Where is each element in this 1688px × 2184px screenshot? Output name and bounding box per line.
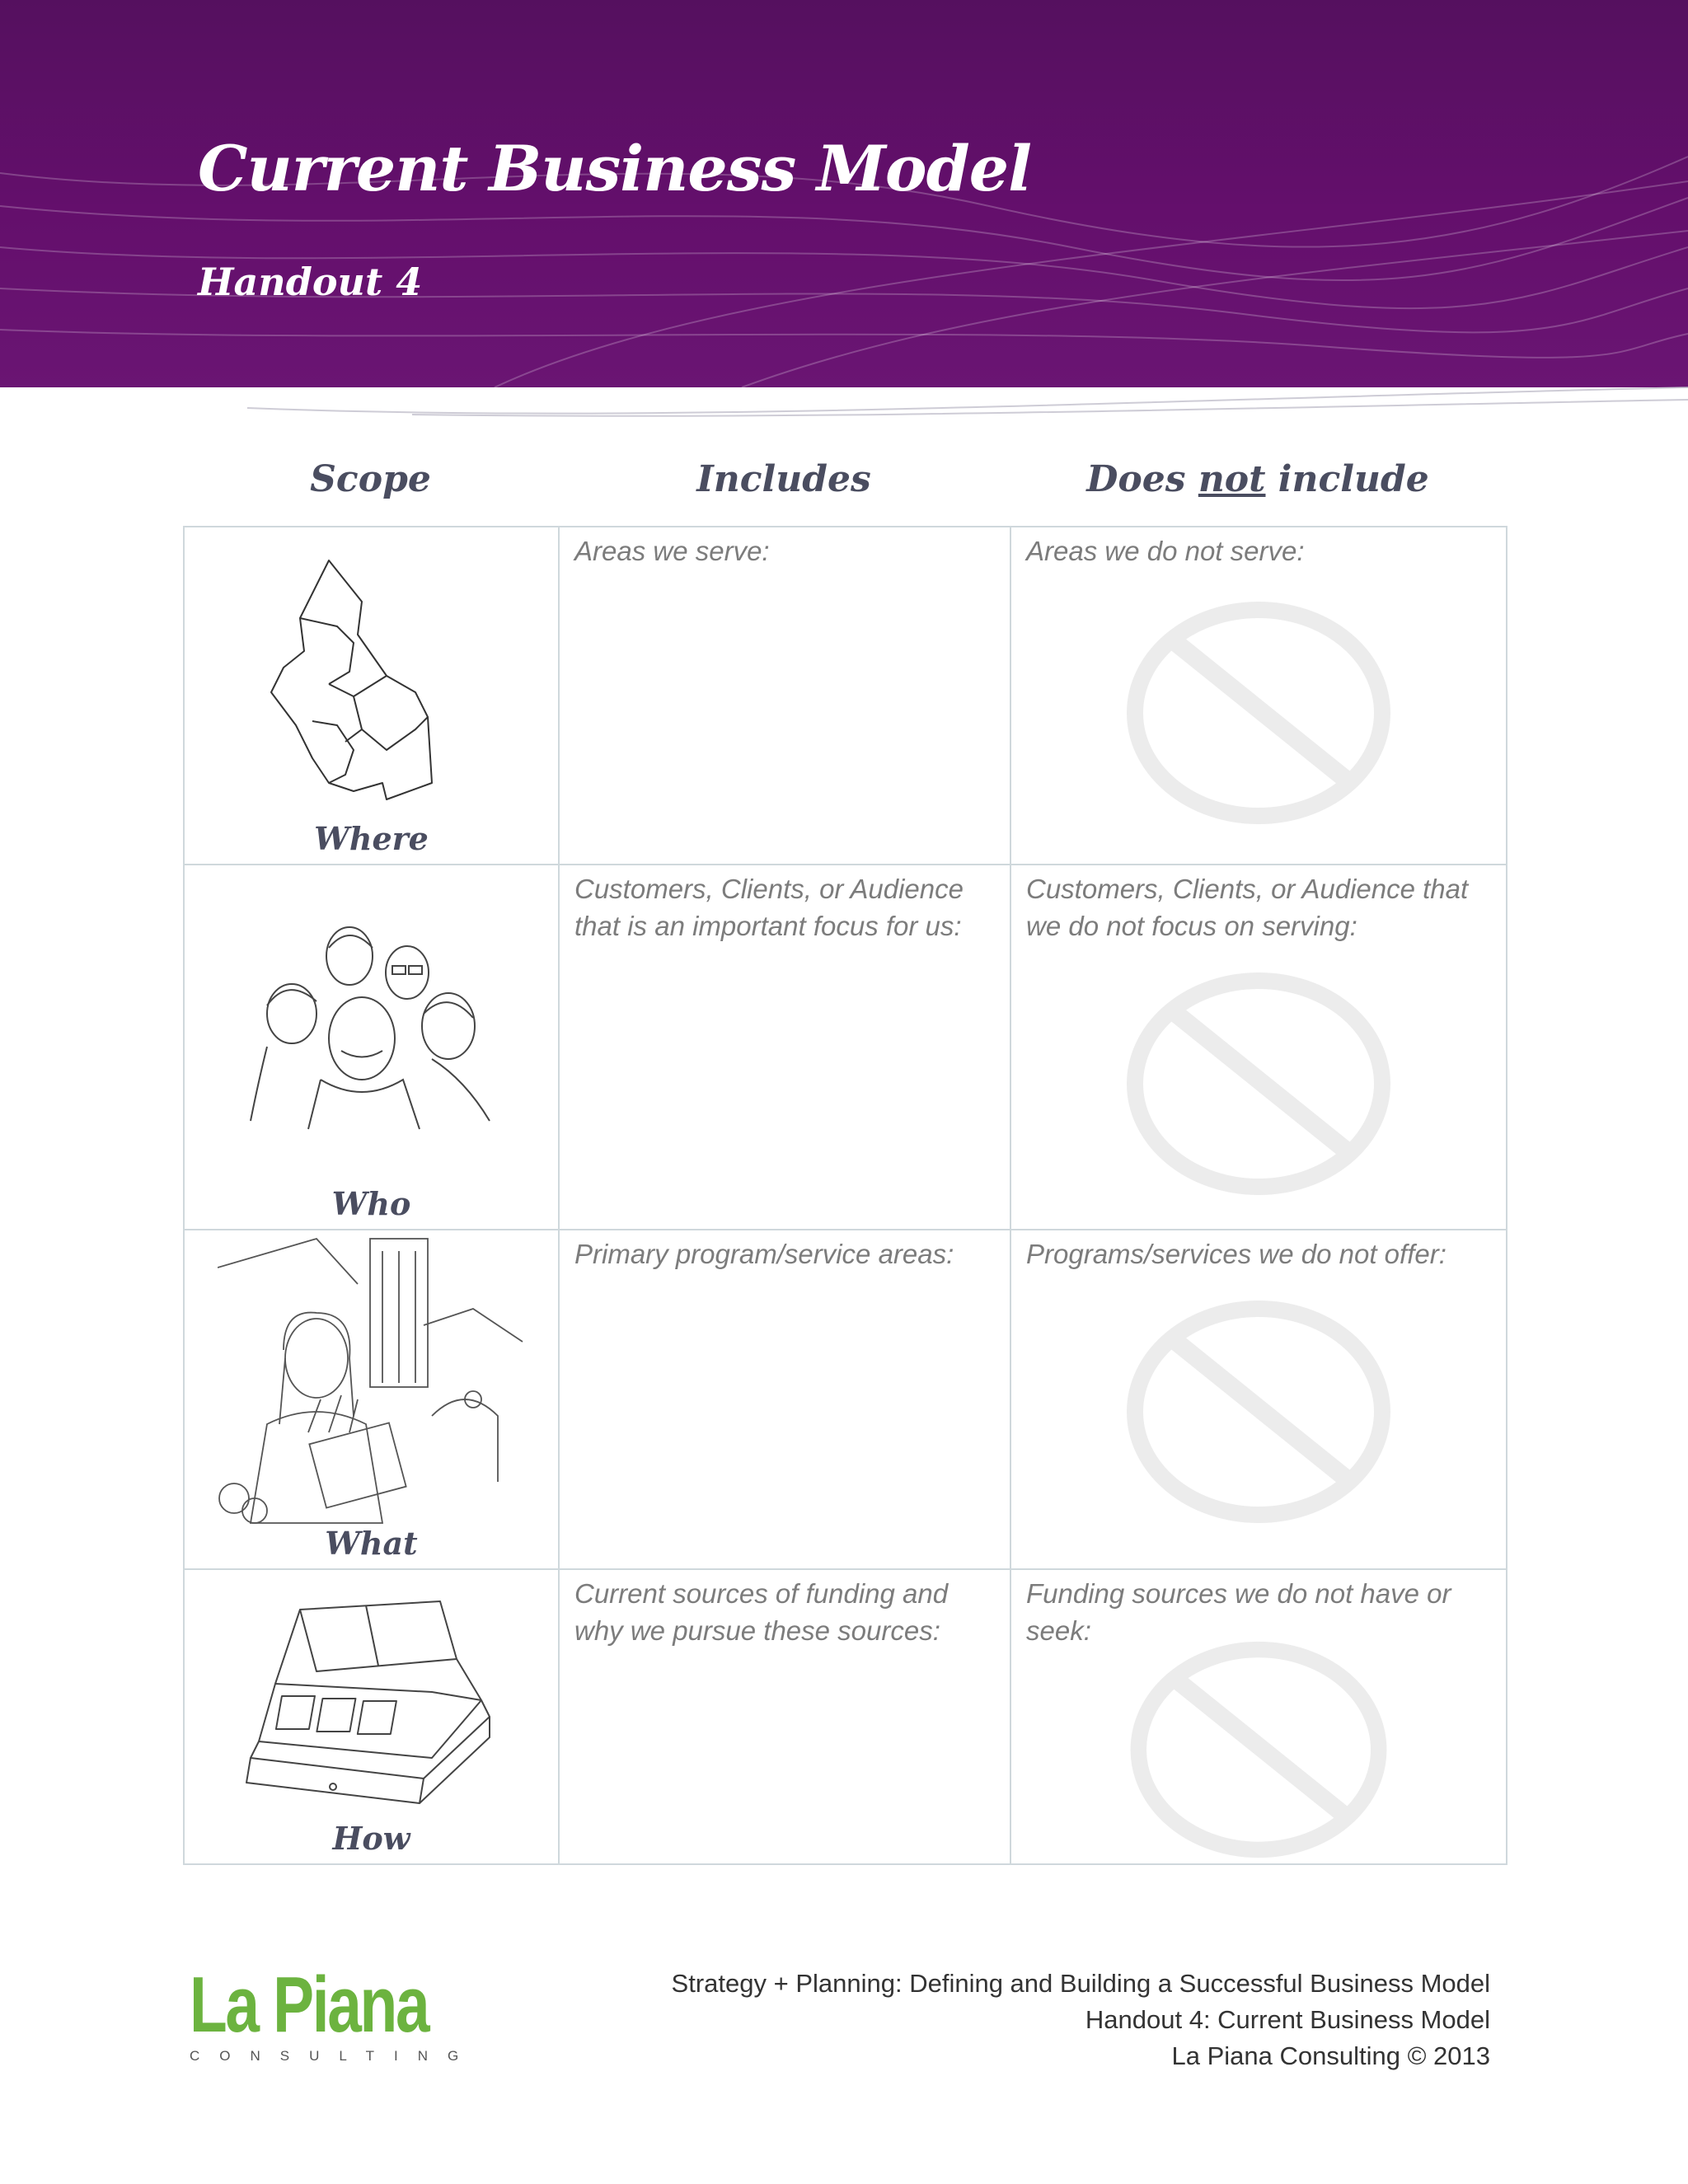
not-emphasis: not xyxy=(1198,458,1266,500)
banner-underline-waves xyxy=(0,375,1688,424)
prohibited-icon xyxy=(1127,598,1390,828)
map-outline-icon xyxy=(263,552,469,816)
column-heading-scope: Scope xyxy=(310,458,431,500)
excludes-prompt-what: Programs/services we do not offer: xyxy=(1026,1239,1447,1269)
excludes-prompt-where: Areas we do not serve: xyxy=(1026,536,1305,566)
scope-cell-where xyxy=(184,527,559,865)
includes-cell-who[interactable] xyxy=(559,865,1010,1230)
scope-cell-what xyxy=(184,1230,559,1569)
logo-wordmark: La Piana xyxy=(190,1961,429,2049)
includes-prompt-where: Areas we serve: xyxy=(574,536,770,566)
scope-label-where: Where xyxy=(314,820,429,857)
table-row-where xyxy=(184,527,1507,865)
excludes-cell-who[interactable] xyxy=(1010,865,1507,1230)
excludes-cell-what[interactable] xyxy=(1010,1230,1507,1569)
excludes-cell-where[interactable] xyxy=(1010,527,1507,865)
footer-line-copyright: La Piana Consulting © 2013 xyxy=(1171,2041,1490,2070)
footer-line-handout: Handout 4: Current Business Model xyxy=(1085,2005,1490,2034)
prohibited-icon xyxy=(1127,968,1390,1199)
page-title: Current Business Model xyxy=(198,132,1031,205)
market-vendor-icon xyxy=(218,1235,527,1527)
excludes-prompt-how: Funding sources we do not have or seek: xyxy=(1026,1578,1451,1646)
prohibited-icon xyxy=(1127,1296,1390,1527)
includes-cell-what[interactable] xyxy=(559,1230,1010,1569)
group-of-people-icon xyxy=(242,915,498,1137)
footer-citation xyxy=(672,1966,1490,2074)
scope-label-what: What xyxy=(325,1525,418,1562)
includes-cell-how[interactable] xyxy=(559,1569,1010,1864)
table-row-how xyxy=(184,1569,1507,1864)
includes-prompt-what: Primary program/service areas: xyxy=(574,1239,954,1269)
page-subtitle: Handout 4 xyxy=(198,260,423,304)
excludes-prompt-who: Customers, Clients, or Audience that we do not focus on serving: xyxy=(1026,874,1469,941)
column-heading-includes: Includes xyxy=(696,458,871,500)
scope-label-how: How xyxy=(332,1820,410,1857)
business-model-table xyxy=(183,526,1507,1865)
excludes-cell-how[interactable] xyxy=(1010,1569,1507,1864)
includes-cell-where[interactable] xyxy=(559,527,1010,865)
cash-register-icon xyxy=(242,1593,506,1807)
scope-cell-who xyxy=(184,865,559,1230)
table-row-what xyxy=(184,1230,1507,1569)
prohibited-icon xyxy=(1127,1638,1390,1862)
column-heading-does-not-include: Does not include xyxy=(1086,458,1429,500)
table-row-who xyxy=(184,865,1507,1230)
footer-line-course: Strategy + Planning: Defining and Building a Successful Business Model xyxy=(671,1969,1490,1998)
includes-prompt-how: Current sources of funding and why we pursue these sources: xyxy=(574,1578,949,1646)
logo-tagline: CONSULTING xyxy=(190,2048,479,2064)
header-banner xyxy=(0,0,1688,387)
scope-label-who: Who xyxy=(331,1185,411,1222)
scope-cell-how xyxy=(184,1569,559,1864)
includes-prompt-who: Customers, Clients, or Audience that is an important focus for us: xyxy=(574,874,964,941)
la-piana-logo xyxy=(190,1961,495,2064)
